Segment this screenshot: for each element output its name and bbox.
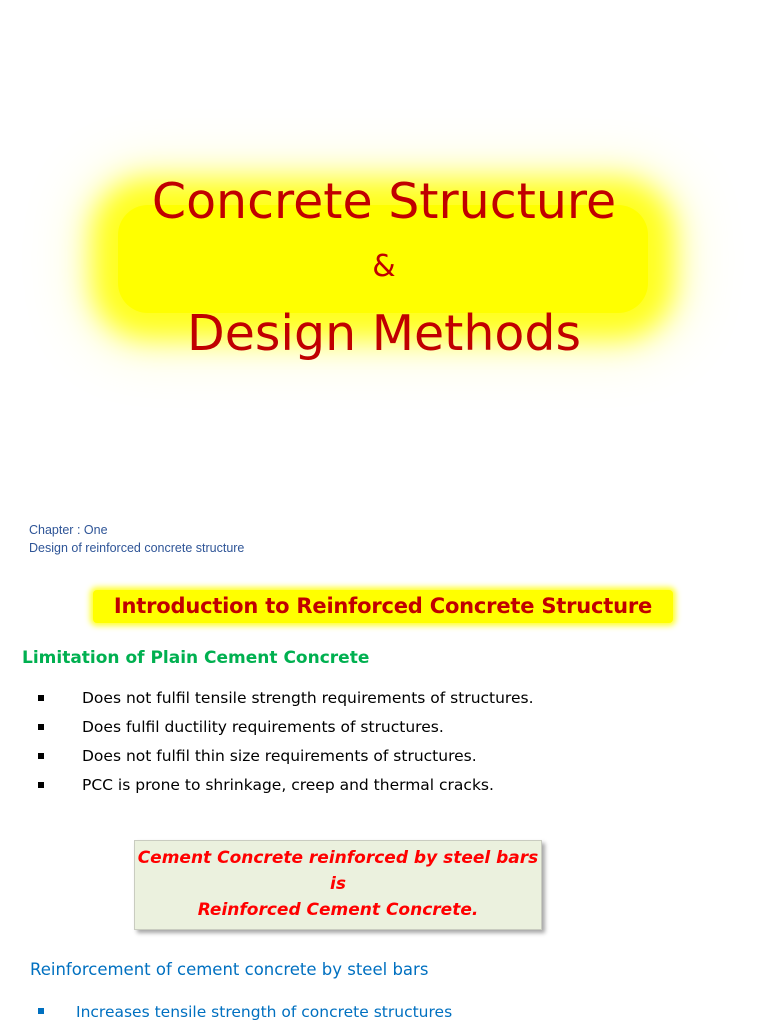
list-item-text: PCC is prone to shrinkage, creep and thermal cracks. (82, 776, 494, 794)
square-bullet-icon (38, 695, 44, 701)
chapter-info (29, 521, 244, 557)
intro-heading-box (93, 590, 673, 623)
list-item-text: Does fulfil ductility requirements of structures. (82, 718, 444, 736)
title-line-1: Concrete Structure (151, 173, 617, 230)
limitations-heading: Limitation of Plain Cement Concrete (22, 648, 370, 668)
reinforcement-heading: Reinforcement of cement concrete by steel bars (30, 960, 429, 979)
square-bullet-icon (38, 753, 44, 759)
list-item-text: Does not fulfil tensile strength requirements of structures. (82, 689, 534, 707)
callout-line-3: Reinforced Cement Concrete. (197, 900, 479, 920)
callout-line-1: Cement Concrete reinforced by steel bars (137, 848, 539, 868)
list-item-text: Does not fulfil thin size requirements of structures. (82, 747, 477, 765)
callout-line-2: is (330, 874, 346, 894)
title-line-2: Design Methods (186, 305, 582, 362)
title-ampersand: & (372, 249, 396, 284)
square-bullet-icon (38, 782, 44, 788)
chapter-subtitle: Design of reinforced concrete structure (29, 541, 245, 555)
chapter-label: Chapter : One (29, 523, 108, 537)
list-item-text: Increases tensile strength of concrete structures (76, 1003, 453, 1021)
intro-heading: Introduction to Reinforced Concrete Structure (113, 594, 653, 618)
callout-content (135, 841, 541, 923)
square-bullet-icon (38, 724, 44, 730)
square-bullet-icon (38, 1008, 44, 1014)
rcc-callout-box (134, 840, 542, 930)
